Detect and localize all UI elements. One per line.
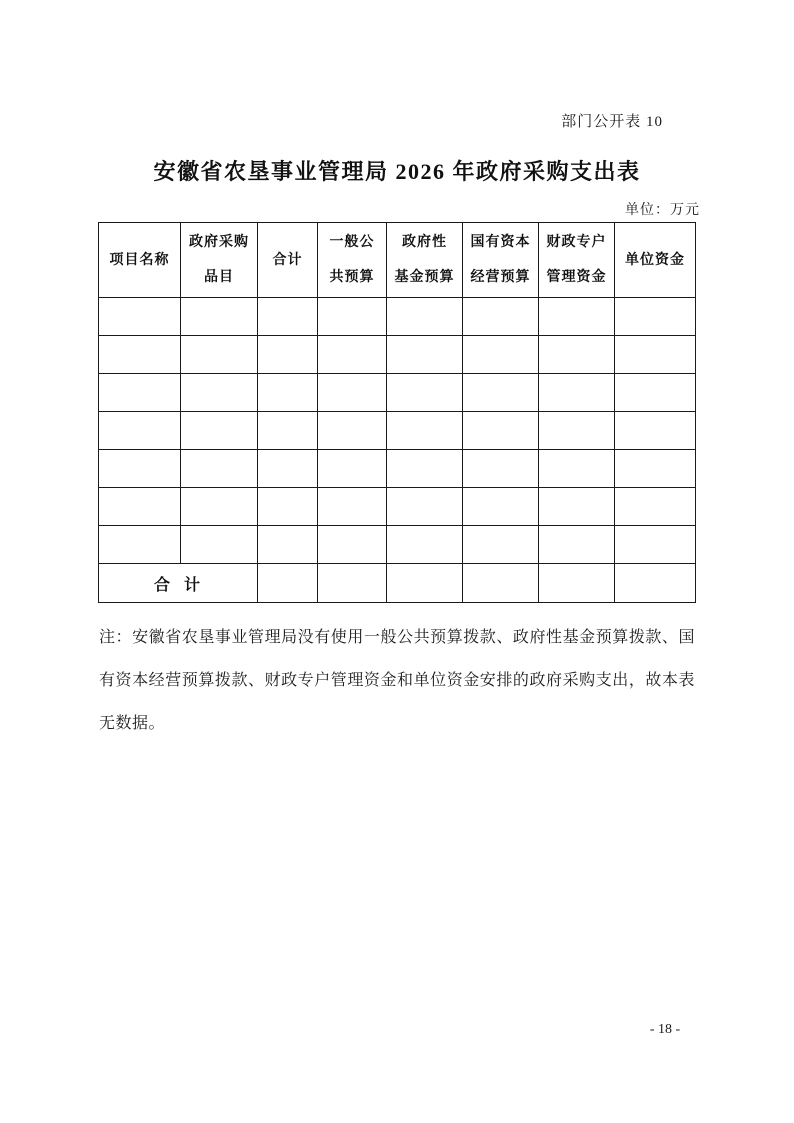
empty-cell: [318, 526, 387, 564]
empty-cell: [181, 412, 258, 450]
empty-cell: [387, 450, 463, 488]
empty-cell: [539, 488, 615, 526]
col-header-total: [258, 223, 318, 298]
col-header-fiscal-special-account-funds: [539, 223, 615, 298]
empty-cell: [258, 298, 318, 336]
empty-cell: [463, 412, 539, 450]
total-row: [99, 564, 696, 603]
empty-cell: [387, 526, 463, 564]
empty-cell: [99, 488, 181, 526]
empty-cell: [258, 336, 318, 374]
empty-cell: [615, 488, 696, 526]
table-header: [99, 223, 696, 298]
empty-cell: [99, 526, 181, 564]
table-row: [99, 336, 696, 374]
empty-cell: [181, 450, 258, 488]
unit-label: 单位：万元: [625, 203, 700, 218]
header-line: 财政专户: [546, 235, 607, 250]
empty-cell: [539, 336, 615, 374]
empty-cell: [99, 450, 181, 488]
empty-cell: [99, 412, 181, 450]
empty-cell: [615, 412, 696, 450]
empty-cell: [387, 336, 463, 374]
note-line: 无数据。: [99, 715, 166, 732]
empty-cell: [258, 450, 318, 488]
empty-cell: [387, 488, 463, 526]
table-row: [99, 488, 696, 526]
empty-cell: [463, 450, 539, 488]
header-row: [99, 223, 696, 298]
empty-cell: [463, 564, 539, 603]
empty-cell: [539, 374, 615, 412]
empty-cell: [615, 450, 696, 488]
table-row: [99, 374, 696, 412]
empty-cell: [615, 374, 696, 412]
header-line: 国有资本: [470, 235, 531, 250]
empty-cell: [318, 488, 387, 526]
empty-cell: [387, 564, 463, 603]
empty-cell: [318, 564, 387, 603]
page-number: - 18 -: [649, 1022, 681, 1037]
empty-cell: [463, 526, 539, 564]
empty-cell: [318, 374, 387, 412]
header-line: 政府采购: [189, 235, 249, 250]
table-row: [99, 298, 696, 336]
empty-cell: [258, 564, 318, 603]
table-footer: [99, 564, 696, 603]
empty-cell: [318, 450, 387, 488]
header-line: 项目名称: [109, 252, 170, 268]
col-header-project-name: [99, 223, 181, 298]
empty-cell: [539, 564, 615, 603]
empty-cell: [463, 488, 539, 526]
empty-cell: [181, 526, 258, 564]
col-header-state-capital-operating-budget: [463, 223, 539, 298]
table-row: [99, 526, 696, 564]
empty-cell: [615, 336, 696, 374]
empty-cell: [181, 374, 258, 412]
empty-cell: [258, 374, 318, 412]
empty-cell: [318, 412, 387, 450]
empty-cell: [181, 298, 258, 336]
header-line: 合计: [272, 252, 303, 268]
empty-cell: [387, 298, 463, 336]
empty-cell: [463, 298, 539, 336]
col-header-procurement-item: [181, 223, 258, 298]
empty-cell: [318, 336, 387, 374]
empty-cell: [99, 374, 181, 412]
empty-cell: [463, 336, 539, 374]
col-header-general-public-budget: [318, 223, 387, 298]
doc-public-table-label: 部门公开表 10: [561, 114, 663, 130]
table-note: [99, 616, 695, 745]
header-line: 一般公: [329, 235, 375, 250]
total-row-label-cell: 合 计: [99, 564, 258, 603]
page-title: 安徽省农垦事业管理局 2026 年政府采购支出表: [153, 159, 641, 184]
empty-cell: [539, 450, 615, 488]
note-line: 注：安徽省农垦事业管理局没有使用一般公共预算拨款、政府性基金预算拨款、国: [99, 629, 695, 646]
header-line: 基金预算: [394, 270, 455, 285]
empty-cell: [387, 374, 463, 412]
empty-cell: [99, 298, 181, 336]
table-row: [99, 412, 696, 450]
empty-cell: [463, 374, 539, 412]
header-line: 共预算: [329, 270, 375, 285]
empty-cell: [318, 298, 387, 336]
header-line: 经营预算: [470, 270, 531, 285]
empty-cell: [615, 526, 696, 564]
note-line: 有资本经营预算拨款、财政专户管理资金和单位资金安排的政府采购支出，故本表: [99, 672, 695, 689]
empty-cell: [615, 564, 696, 603]
header-line: 管理资金: [546, 270, 607, 285]
header-line: 单位资金: [625, 252, 685, 268]
empty-cell: [539, 526, 615, 564]
empty-cell: [258, 526, 318, 564]
col-header-govt-fund-budget: [387, 223, 463, 298]
empty-cell: [181, 488, 258, 526]
header-line: 政府性: [402, 235, 447, 250]
empty-cell: [99, 336, 181, 374]
col-header-unit-funds: [615, 223, 696, 298]
empty-cell: [539, 412, 615, 450]
header-line: 品目: [204, 270, 234, 285]
empty-cell: [615, 298, 696, 336]
empty-cell: [258, 488, 318, 526]
table-row: [99, 450, 696, 488]
empty-cell: [539, 298, 615, 336]
empty-cell: [258, 412, 318, 450]
empty-cell: [181, 336, 258, 374]
table-empty-rows: [99, 298, 696, 564]
procurement-expenditure-table: [98, 222, 696, 603]
empty-cell: [387, 412, 463, 450]
